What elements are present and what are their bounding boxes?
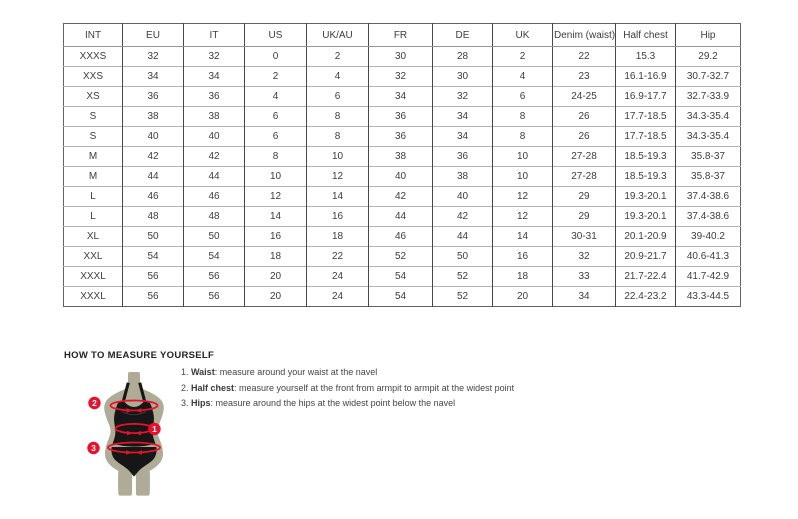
size-cell: 32	[369, 67, 433, 87]
instruction-text: : measure around the hips at the widest point below the navel	[210, 398, 456, 409]
table-row	[64, 187, 741, 207]
instruction-term: Half chest	[191, 382, 235, 393]
size-cell: 18	[245, 247, 307, 267]
column-header: INT	[64, 24, 123, 47]
size-cell: 10	[245, 167, 307, 187]
size-cell: 20.9-21.7	[616, 247, 676, 267]
size-cell: 40	[184, 127, 245, 147]
size-cell: 29	[553, 187, 616, 207]
size-cell: 8	[307, 107, 369, 127]
size-cell-int: S	[64, 107, 123, 127]
size-table-header-row	[64, 24, 741, 47]
table-row	[64, 227, 741, 247]
size-cell: 16	[307, 207, 369, 227]
size-cell: 32	[553, 247, 616, 267]
size-table-body	[64, 47, 741, 307]
size-cell: 42	[123, 147, 184, 167]
size-cell: 39-40.2	[676, 227, 741, 247]
size-chart-table	[63, 23, 741, 307]
column-header: US	[245, 24, 307, 47]
size-cell: 36	[184, 87, 245, 107]
size-cell: 16.9-17.7	[616, 87, 676, 107]
column-header: IT	[184, 24, 245, 47]
size-cell: 32	[123, 47, 184, 67]
table-row	[64, 167, 741, 187]
instruction-number: 1.	[181, 367, 192, 377]
size-cell: 48	[184, 207, 245, 227]
size-cell: 41.7-42.9	[676, 267, 741, 287]
size-cell: 46	[369, 227, 433, 247]
size-cell: 32.7-33.9	[676, 87, 741, 107]
column-header: UK	[493, 24, 553, 47]
size-cell: 38	[433, 167, 493, 187]
size-cell: 54	[369, 267, 433, 287]
size-cell: 22	[307, 247, 369, 267]
size-cell: 34.3-35.4	[676, 107, 741, 127]
size-cell: 12	[245, 187, 307, 207]
size-cell-int: S	[64, 127, 123, 147]
size-cell: 54	[123, 247, 184, 267]
size-cell: 56	[184, 287, 245, 307]
size-cell: 12	[493, 187, 553, 207]
size-cell: 42	[369, 187, 433, 207]
size-cell: 36	[369, 127, 433, 147]
badge-2-label: 2	[92, 398, 97, 408]
size-cell: 37.4-38.6	[676, 207, 741, 227]
size-cell: 16	[493, 247, 553, 267]
size-cell: 29.2	[676, 47, 741, 67]
column-header: FR	[369, 24, 433, 47]
size-cell: 27-28	[553, 167, 616, 187]
size-cell: 52	[433, 287, 493, 307]
size-cell: 44	[184, 167, 245, 187]
size-cell: 20.1-20.9	[616, 227, 676, 247]
size-cell: 38	[369, 147, 433, 167]
size-cell: 12	[493, 207, 553, 227]
size-cell: 50	[184, 227, 245, 247]
size-cell: 56	[184, 267, 245, 287]
size-cell: 44	[369, 207, 433, 227]
size-cell: 24	[307, 267, 369, 287]
instruction-item	[181, 367, 741, 378]
size-cell: 50	[123, 227, 184, 247]
size-cell: 24-25	[553, 87, 616, 107]
size-chart-section	[63, 23, 741, 307]
column-header: EU	[123, 24, 184, 47]
size-cell: 32	[184, 47, 245, 67]
instruction-term: Waist	[191, 367, 215, 377]
size-cell: 40	[433, 187, 493, 207]
size-cell: 17.7-18.5	[616, 127, 676, 147]
table-row	[64, 67, 741, 87]
size-cell: 23	[553, 67, 616, 87]
size-cell: 56	[123, 287, 184, 307]
size-cell: 27-28	[553, 147, 616, 167]
size-cell: 32	[433, 87, 493, 107]
size-cell: 14	[493, 227, 553, 247]
column-header: UK/AU	[307, 24, 369, 47]
size-cell: 34	[123, 67, 184, 87]
table-row	[64, 207, 741, 227]
measurement-figure	[84, 370, 184, 498]
size-cell: 34.3-35.4	[676, 127, 741, 147]
size-cell: 6	[245, 107, 307, 127]
size-cell: 8	[493, 127, 553, 147]
size-cell: 42	[433, 207, 493, 227]
column-header: Half chest	[616, 24, 676, 47]
size-cell-int: L	[64, 187, 123, 207]
size-cell: 44	[433, 227, 493, 247]
size-cell: 26	[553, 127, 616, 147]
size-cell-int: M	[64, 167, 123, 187]
size-cell: 6	[307, 87, 369, 107]
size-cell: 17.7-18.5	[616, 107, 676, 127]
instruction-text: : measure yourself at the front from armpit to armpit at the widest point	[234, 382, 515, 393]
size-cell: 36	[433, 147, 493, 167]
table-row	[64, 247, 741, 267]
size-cell: 6	[493, 87, 553, 107]
badge-3-label: 3	[91, 443, 96, 453]
size-cell: 18	[307, 227, 369, 247]
size-cell: 34	[433, 107, 493, 127]
size-cell: 48	[123, 207, 184, 227]
size-cell: 16	[245, 227, 307, 247]
size-cell: 50	[433, 247, 493, 267]
size-cell: 35.8-37	[676, 147, 741, 167]
size-cell: 20	[493, 287, 553, 307]
size-cell: 26	[553, 107, 616, 127]
size-cell: 20	[245, 287, 307, 307]
size-cell: 37.4-38.6	[676, 187, 741, 207]
instruction-text: : measure around your waist at the navel	[214, 367, 378, 377]
size-cell: 15.3	[616, 47, 676, 67]
size-cell: 38	[123, 107, 184, 127]
size-cell: 34	[184, 67, 245, 87]
size-cell: 28	[433, 47, 493, 67]
size-cell: 19.3-20.1	[616, 187, 676, 207]
size-cell: 21.7-22.4	[616, 267, 676, 287]
table-row	[64, 147, 741, 167]
size-cell-int: XXXL	[64, 287, 123, 307]
size-cell: 34	[433, 127, 493, 147]
size-cell: 24	[307, 287, 369, 307]
size-cell: 6	[245, 127, 307, 147]
table-row	[64, 287, 741, 307]
size-cell: 2	[307, 47, 369, 67]
instruction-item	[181, 383, 741, 394]
size-cell: 34	[553, 287, 616, 307]
measure-section-heading: HOW TO MEASURE YOURSELF	[64, 350, 215, 361]
size-cell: 43.3-44.5	[676, 287, 741, 307]
mannequin-illustration-icon	[84, 370, 184, 498]
size-cell: 54	[184, 247, 245, 267]
size-cell: 35.8-37	[676, 167, 741, 187]
table-row	[64, 47, 741, 67]
size-cell: 10	[307, 147, 369, 167]
size-cell: 30.7-32.7	[676, 67, 741, 87]
size-cell: 36	[123, 87, 184, 107]
size-cell: 8	[493, 107, 553, 127]
size-cell: 44	[123, 167, 184, 187]
table-row	[64, 87, 741, 107]
size-cell: 18.5-19.3	[616, 167, 676, 187]
instruction-number: 3.	[181, 398, 192, 409]
size-cell: 42	[184, 147, 245, 167]
size-cell: 54	[369, 287, 433, 307]
size-cell: 10	[493, 167, 553, 187]
size-cell: 10	[493, 147, 553, 167]
size-cell: 20	[245, 267, 307, 287]
size-cell: 40.6-41.3	[676, 247, 741, 267]
size-cell-int: XS	[64, 87, 123, 107]
size-cell: 4	[493, 67, 553, 87]
size-cell: 30-31	[553, 227, 616, 247]
size-cell: 19.3-20.1	[616, 207, 676, 227]
size-cell: 4	[245, 87, 307, 107]
size-cell: 30	[369, 47, 433, 67]
size-cell-int: XL	[64, 227, 123, 247]
size-cell: 34	[369, 87, 433, 107]
table-row	[64, 127, 741, 147]
size-cell: 2	[493, 47, 553, 67]
size-cell: 46	[123, 187, 184, 207]
size-cell: 4	[307, 67, 369, 87]
instruction-number: 2.	[181, 382, 192, 393]
size-cell: 18	[493, 267, 553, 287]
size-cell: 22	[553, 47, 616, 67]
size-cell: 52	[369, 247, 433, 267]
size-cell: 33	[553, 267, 616, 287]
size-cell: 14	[307, 187, 369, 207]
size-cell: 12	[307, 167, 369, 187]
column-header: DE	[433, 24, 493, 47]
size-cell: 16.1-16.9	[616, 67, 676, 87]
size-cell: 8	[245, 147, 307, 167]
size-cell-int: XXS	[64, 67, 123, 87]
size-cell-int: L	[64, 207, 123, 227]
size-cell-int: M	[64, 147, 123, 167]
size-cell: 52	[433, 267, 493, 287]
size-cell: 38	[184, 107, 245, 127]
badge-1-label: 1	[152, 424, 157, 434]
size-cell: 22.4-23.2	[616, 287, 676, 307]
size-cell: 0	[245, 47, 307, 67]
size-cell: 14	[245, 207, 307, 227]
size-cell: 40	[369, 167, 433, 187]
size-cell: 8	[307, 127, 369, 147]
size-cell: 40	[123, 127, 184, 147]
instruction-term: Hips	[191, 398, 211, 409]
size-cell: 18.5-19.3	[616, 147, 676, 167]
column-header: Denim (waist)	[553, 24, 616, 47]
size-cell: 29	[553, 207, 616, 227]
measure-instructions	[181, 367, 741, 414]
table-row	[64, 107, 741, 127]
size-cell: 46	[184, 187, 245, 207]
size-cell: 30	[433, 67, 493, 87]
column-header: Hip	[676, 24, 741, 47]
size-cell: 36	[369, 107, 433, 127]
size-cell: 2	[245, 67, 307, 87]
instruction-item	[181, 398, 741, 409]
size-cell-int: XXXL	[64, 267, 123, 287]
table-row	[64, 267, 741, 287]
size-cell-int: XXXS	[64, 47, 123, 67]
size-cell: 56	[123, 267, 184, 287]
size-cell-int: XXL	[64, 247, 123, 267]
